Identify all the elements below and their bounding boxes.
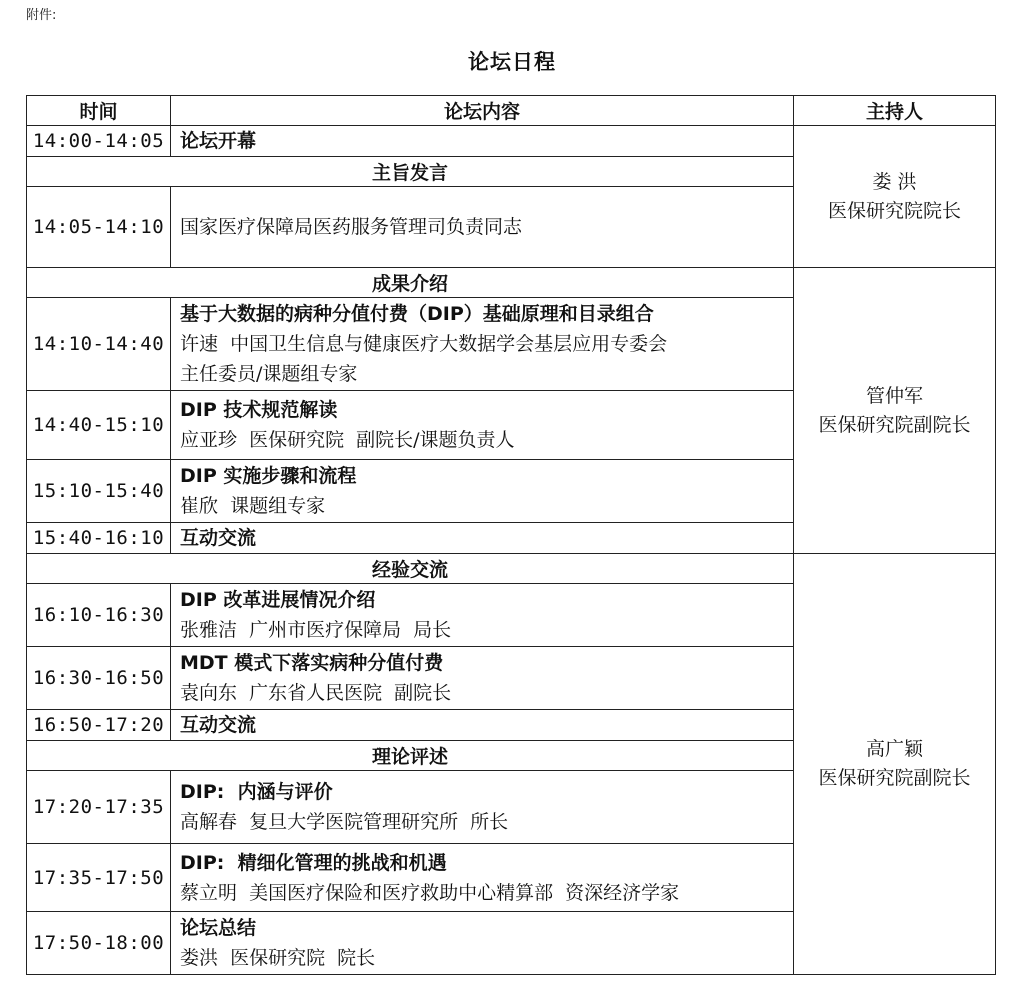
- schedule-table: [26, 95, 996, 975]
- header-time: 时间: [27, 96, 171, 126]
- content-cell: [171, 523, 794, 554]
- item-title: DIP: 内涵与评价: [180, 781, 333, 803]
- host-cell: [794, 126, 996, 268]
- section-row: [27, 268, 996, 298]
- item-title: DIP 改革进展情况介绍: [180, 589, 376, 611]
- header-content: 论坛内容: [171, 96, 794, 126]
- content-cell: [171, 584, 794, 647]
- time-cell: 15:40-16:10: [27, 523, 171, 554]
- section-header: 理论评述: [27, 741, 794, 771]
- time-cell: 16:50-17:20: [27, 710, 171, 741]
- time-cell: 15:10-15:40: [27, 460, 171, 523]
- item-title: DIP: 精细化管理的挑战和机遇: [180, 851, 447, 874]
- host-title: 医保研究院副院长: [818, 413, 971, 436]
- content-cell: [171, 187, 794, 268]
- time-cell: 14:00-14:05: [27, 126, 171, 157]
- time-cell: 16:10-16:30: [27, 584, 171, 647]
- host-name: 高广颖: [865, 738, 923, 760]
- host-name: 娄 洪: [872, 170, 917, 193]
- content-cell: [171, 298, 794, 391]
- time-cell: 14:40-15:10: [27, 391, 171, 460]
- content-cell: [171, 771, 794, 844]
- item-title: DIP 实施步骤和流程: [180, 465, 357, 487]
- item-title: 基于大数据的病种分值付费（DIP）基础原理和目录组合: [180, 303, 654, 325]
- time-cell: 17:20-17:35: [27, 771, 171, 844]
- item-speaker: 应亚珍 医保研究院 副院长/课题负责人: [180, 429, 515, 451]
- content-cell: [171, 647, 794, 710]
- content-cell: [171, 391, 794, 460]
- table-row: [27, 126, 996, 157]
- content-cell: [171, 126, 794, 157]
- content-cell: [171, 710, 794, 741]
- host-cell: [794, 554, 996, 975]
- host-cell: [794, 268, 996, 554]
- item-title: 互动交流: [180, 714, 257, 736]
- time-cell: 14:10-14:40: [27, 298, 171, 391]
- content-cell: [171, 844, 794, 912]
- time-cell: 16:30-16:50: [27, 647, 171, 710]
- host-title: 医保研究院院长: [827, 199, 961, 222]
- item-speaker-role: 主任委员/课题组专家: [180, 363, 358, 385]
- section-header: 成果介绍: [27, 268, 794, 298]
- item-title: 论坛开幕: [180, 130, 257, 152]
- page-title: 论坛日程: [468, 50, 556, 74]
- item-speaker: 张雅洁 广州市医疗保障局 局长: [180, 619, 452, 641]
- attachment-label: 附件:: [26, 8, 57, 23]
- item-title: DIP 技术规范解读: [180, 399, 338, 421]
- item-speaker: 高解春 复旦大学医院管理研究所 所长: [180, 811, 509, 833]
- item-speaker: 袁向东 广东省人民医院 副院长: [180, 682, 452, 704]
- section-header: 主旨发言: [27, 157, 794, 187]
- item-text: 国家医疗保障局医药服务管理司负责同志: [180, 216, 523, 238]
- host-name: 管仲军: [865, 384, 923, 407]
- content-cell: [171, 912, 794, 975]
- item-speaker: 蔡立明 美国医疗保险和医疗救助中心精算部 资深经济学家: [180, 881, 680, 904]
- item-title: 论坛总结: [180, 917, 257, 939]
- item-speaker: 崔欣 课题组专家: [180, 495, 326, 517]
- time-cell: 17:35-17:50: [27, 844, 171, 912]
- item-title: 互动交流: [180, 527, 257, 549]
- item-speaker: 娄洪 医保研究院 院长: [180, 947, 376, 969]
- time-cell: 14:05-14:10: [27, 187, 171, 268]
- content-cell: [171, 460, 794, 523]
- header-row: [27, 96, 996, 126]
- host-title: 医保研究院副院长: [818, 767, 971, 789]
- section-row: [27, 554, 996, 584]
- header-host: 主持人: [794, 96, 996, 126]
- time-cell: 17:50-18:00: [27, 912, 171, 975]
- item-speaker: 许速 中国卫生信息与健康医疗大数据学会基层应用专委会: [180, 333, 668, 355]
- item-title: MDT 模式下落实病种分值付费: [180, 652, 444, 674]
- section-header: 经验交流: [27, 554, 794, 584]
